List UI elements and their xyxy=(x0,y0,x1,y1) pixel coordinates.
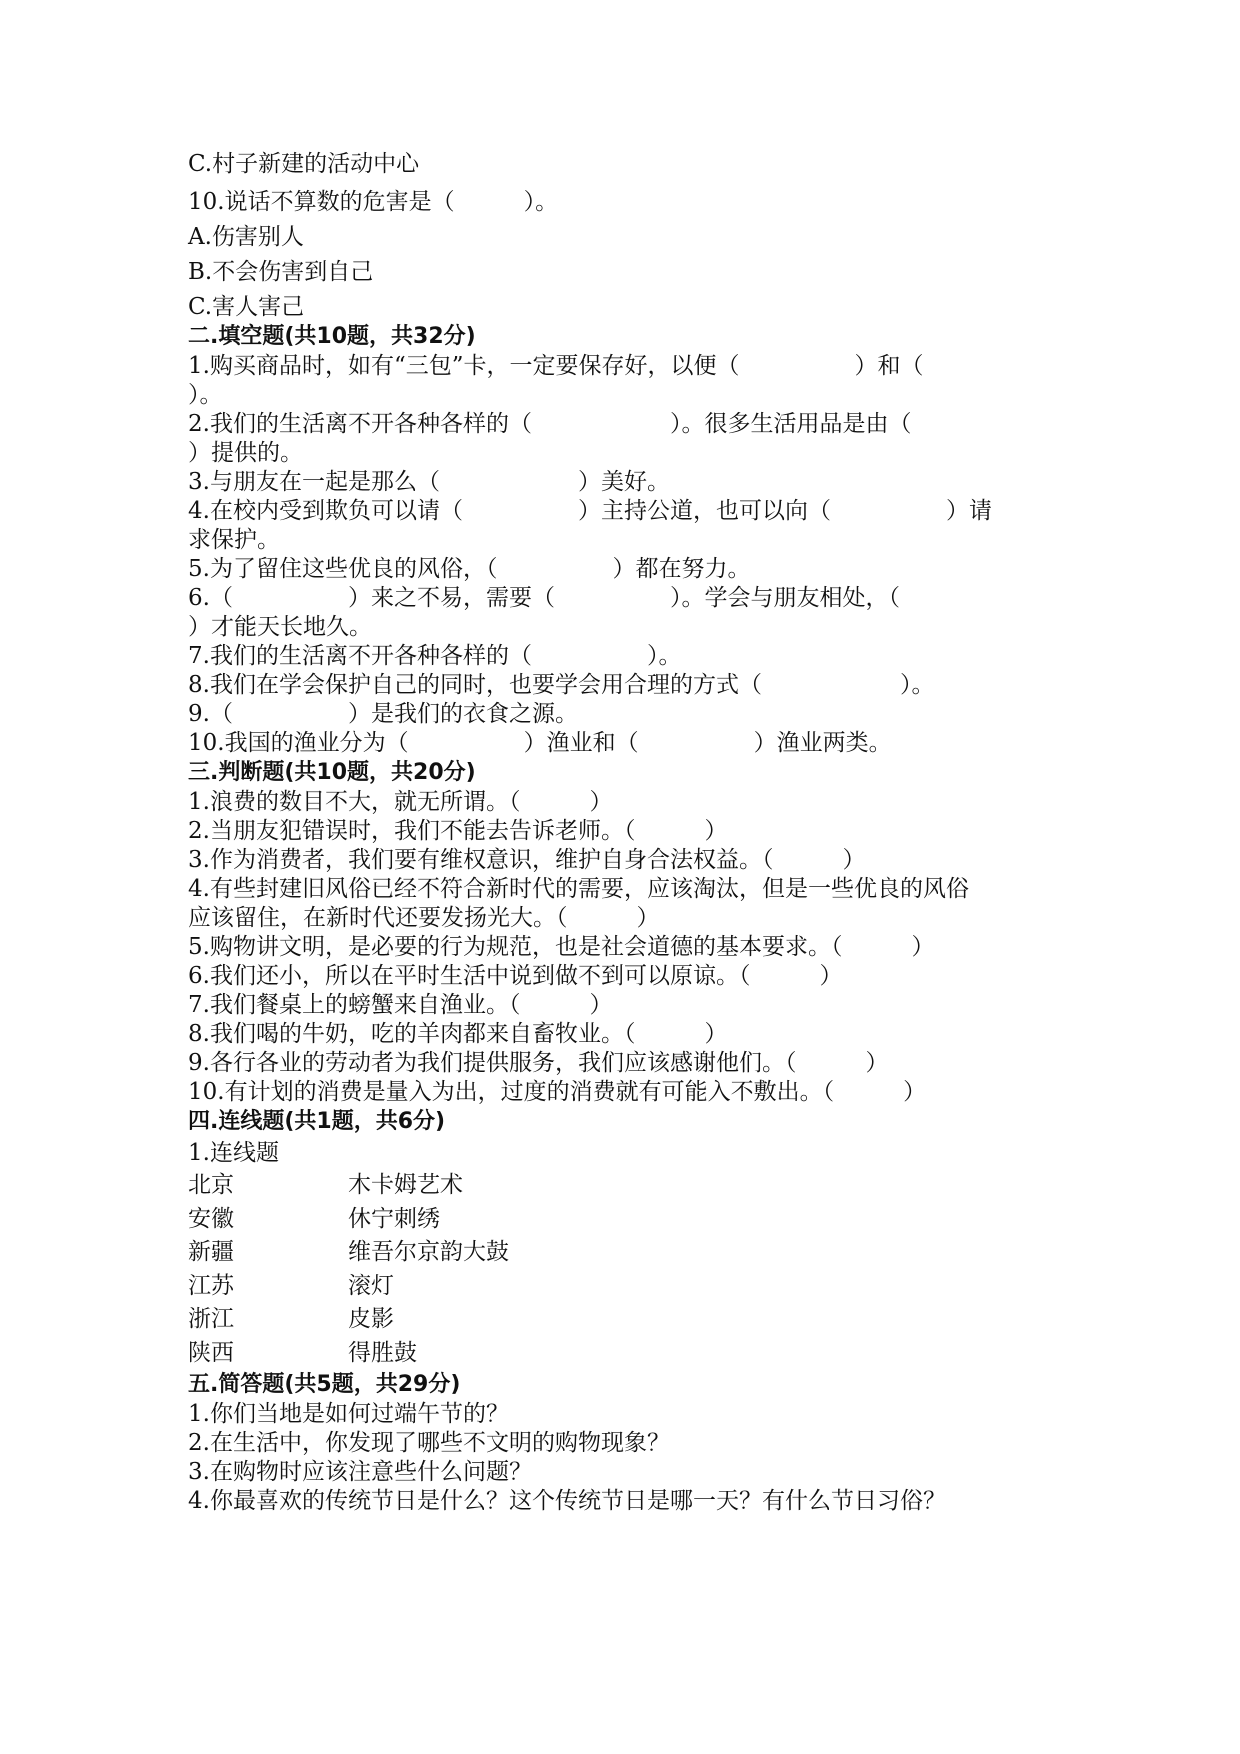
exam-page xyxy=(188,150,1058,1516)
section2-title: 二.填空题(共10题，共32分) xyxy=(188,324,476,349)
fill-line: 5.为了留住这些优良的风俗，（ ）都在努力。 xyxy=(188,556,751,582)
match-row xyxy=(188,1169,1058,1203)
judge-line: 2.当朋友犯错误时，我们不能去告诉老师。（ ） xyxy=(188,818,728,844)
section2-list xyxy=(188,352,1058,758)
fill-line: 2.我们的生活离不开各种各样的（ ）。很多生活用品是由（ xyxy=(188,411,912,437)
fill-line: 9.（ ）是我们的衣食之源。 xyxy=(188,701,578,727)
fill-line: 3.与朋友在一起是那么（ ）美好。 xyxy=(188,469,670,495)
judge-line: 1.浪费的数目不大，就无所谓。（ ） xyxy=(188,789,613,815)
judge-line: 8.我们喝的牛奶，吃的羊肉都来自畜牧业。（ ） xyxy=(188,1021,728,1047)
fill-line: ）提供的。 xyxy=(188,440,303,466)
match-row xyxy=(188,1337,1058,1371)
match-right: 滚灯 xyxy=(348,1272,394,1299)
judge-line: 5.购物讲文明，是必要的行为规范，也是社会道德的基本要求。（ ） xyxy=(188,934,935,960)
q10-option-b: B.不会伤害到自己 xyxy=(188,259,374,285)
fill-line: 8.我们在学会保护自己的同时，也要学会用合理的方式（ ）。 xyxy=(188,672,935,698)
match-right: 皮影 xyxy=(348,1306,394,1332)
section3-title: 三.判断题(共10题，共20分) xyxy=(188,760,476,785)
q10-question: 10.说话不算数的危害是（ ）。 xyxy=(188,189,559,215)
short-answer-line: 4.你最喜欢的传统节日是什么？这个传统节日是哪一天？有什么节日习俗？ xyxy=(188,1488,946,1514)
section3-list xyxy=(188,788,1058,1107)
match-right: 休宁刺绣 xyxy=(348,1205,440,1232)
fill-line: ）才能天长地久。 xyxy=(188,614,372,640)
q9-option-c: C.村子新建的活动中心 xyxy=(188,151,420,177)
fill-line: 10.我国的渔业分为（ ）渔业和（ ）渔业两类。 xyxy=(188,730,892,756)
match-left: 新疆 xyxy=(188,1239,234,1265)
match-right: 得胜鼓 xyxy=(348,1339,417,1366)
match-right: 木卡姆艺术 xyxy=(348,1172,463,1198)
match-table xyxy=(188,1169,1058,1370)
q10-option-a: A.伤害别人 xyxy=(188,224,304,250)
fill-line: ）。 xyxy=(188,382,223,408)
match-left: 浙江 xyxy=(188,1306,234,1332)
match-row xyxy=(188,1203,1058,1237)
match-right: 维吾尔京韵大鼓 xyxy=(348,1239,509,1265)
q10-option-c: C.害人害己 xyxy=(188,294,305,320)
section5-list xyxy=(188,1400,1058,1516)
match-left: 江苏 xyxy=(188,1272,234,1299)
fill-line: 1.购买商品时，如有“三包”卡，一定要保存好，以便（ ）和（ xyxy=(188,353,924,379)
section5-title: 五.简答题(共5题，共29分) xyxy=(188,1372,461,1397)
judge-line: 6.我们还小，所以在平时生活中说到做不到可以原谅。（ ） xyxy=(188,963,843,989)
match-row xyxy=(188,1236,1058,1270)
fill-line: 求保护。 xyxy=(188,527,280,553)
match-left: 安徽 xyxy=(188,1205,234,1232)
fill-line: 6.（ ）来之不易，需要（ ）。学会与朋友相处，（ xyxy=(188,585,900,611)
short-answer-line: 2.在生活中，你发现了哪些不文明的购物现象？ xyxy=(188,1430,670,1456)
match-question: 1.连线题 xyxy=(188,1140,279,1166)
fill-line: 7.我们的生活离不开各种各样的（ ）。 xyxy=(188,643,682,669)
judge-line: 9.各行各业的劳动者为我们提供服务，我们应该感谢他们。（ ） xyxy=(188,1050,889,1076)
fill-line: 4.在校内受到欺负可以请（ ）主持公道，也可以向（ ）请 xyxy=(188,498,992,524)
match-left: 北京 xyxy=(188,1172,234,1198)
match-row xyxy=(188,1270,1058,1304)
judge-line: 4.有些封建旧风俗已经不符合新时代的需要，应该淘汰，但是一些优良的风俗 xyxy=(188,876,969,902)
short-answer-line: 3.在购物时应该注意些什么问题？ xyxy=(188,1459,532,1485)
judge-line: 应该留住，在新时代还要发扬光大。（ ） xyxy=(188,905,660,931)
match-left: 陕西 xyxy=(188,1339,234,1366)
judge-line: 10.有计划的消费是量入为出，过度的消费就有可能入不敷出。（ ） xyxy=(188,1079,927,1105)
judge-line: 3.作为消费者，我们要有维权意识，维护自身合法权益。（ ） xyxy=(188,847,866,873)
section4-title: 四.连线题(共1题，共6分) xyxy=(188,1109,446,1134)
judge-line: 7.我们餐桌上的螃蟹来自渔业。（ ） xyxy=(188,992,613,1018)
short-answer-line: 1.你们当地是如何过端午节的？ xyxy=(188,1401,509,1427)
match-row xyxy=(188,1303,1058,1337)
